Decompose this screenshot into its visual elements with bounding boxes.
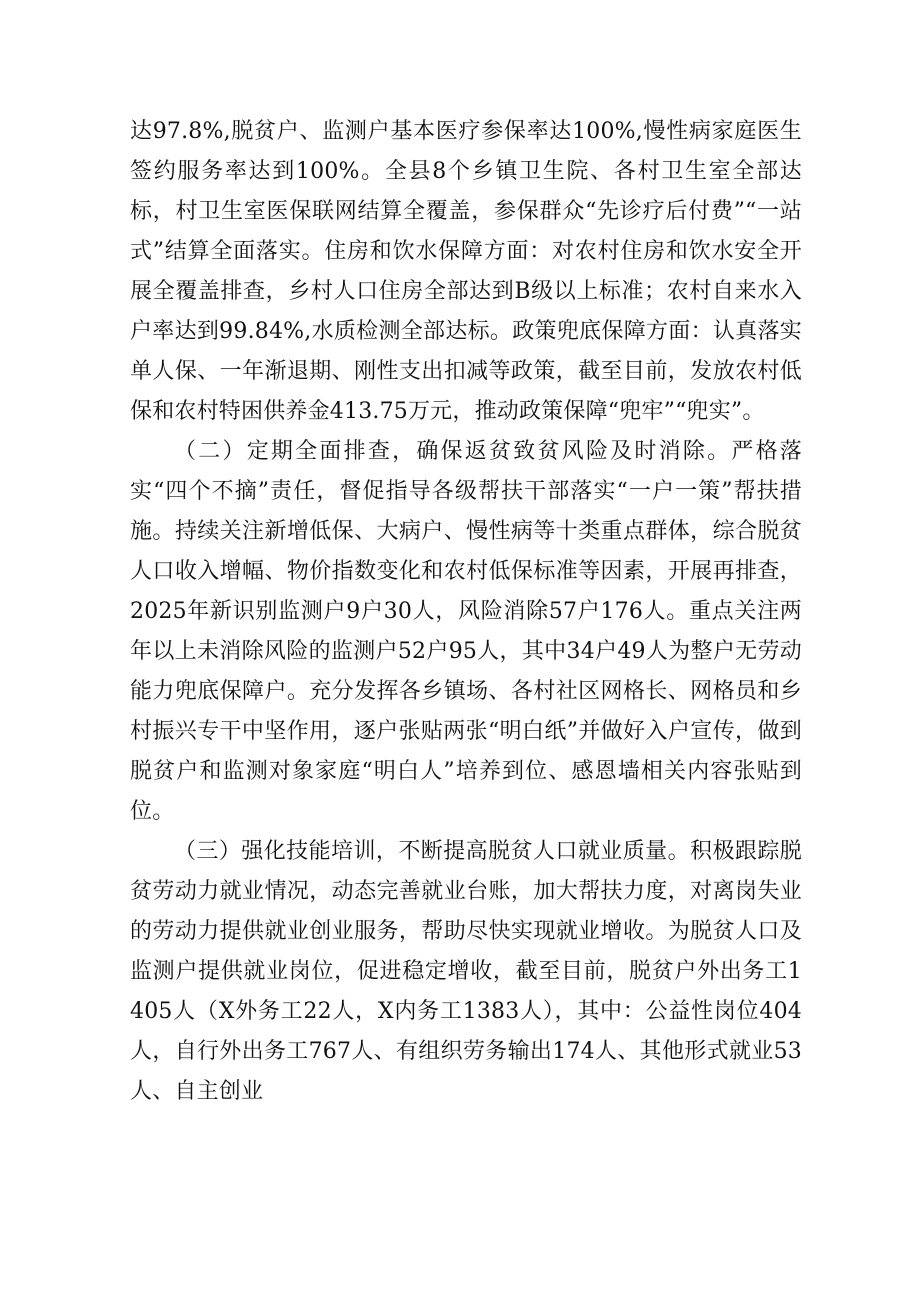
paragraph-health-housing-security: 达97.8%,脱贫户、监测户基本医疗参保率达100%,慢性病家庭医生签约服务率达到100%。全县8个乡镇卫生院、各村卫生室全部达标，村卫生室医保联网结算全覆盖，参保群众“先诊疗后付费”“一站式”结算全面落实。住房和饮水保障方面：对农村住房和饮水安全开展全覆盖排查，乡村人口住房全部达到B级以上标准；农村自来水入户率达到99.84%,水质检测全部达标。政策兜底保障方面：认真落实单人保、一年渐退期、刚性支出扣减等政策，截至目前，发放农村低保和农村特困供养金413.75万元，推动政策保障“兜牢”“兜实”。	[130, 119, 802, 424]
paragraph-risk-screening: （二）定期全面排查，确保返贫致贫风险及时消除。严格落实“四个不摘”责任，督促指导各级帮扶干部落实“一户一策”帮扶措施。持续关注新增低保、大病户、慢性病等十类重点群体，综合脱贫人口收入增幅、物价指数变化和农村低保标准等因素，开展再排查，2025年新识别监测户9户30人，风险消除57户176人。重点关注两年以上未消除风险的监测户52户95人，其中34户49人为整户无劳动能力兜底保障户。充分发挥各乡镇场、各村社区网格长、网格员和乡村振兴专干中坚作用，逐户张贴两张“明白纸”并做好入户宣传，做到脱贫户和监测对象家庭“明白人”培养到位、感恩墙相关内容张贴到位。	[130, 439, 802, 824]
paragraph-skills-employment: （三）强化技能培训，不断提高脱贫人口就业质量。积极跟踪脱贫劳动力就业情况，动态完善就业台账，加大帮扶力度，对离岗失业的劳动力提供就业创业服务，帮助尽快实现就业增收。为脱贫人口及监测户提供就业岗位，促进稳定增收，截至目前，脱贫户外出务工1405人（X外务工22人，X内务工1383人），其中：公益性岗位404人，自行外出务工767人、有组织劳务输出174人、其他形式就业53人、自主创业	[130, 839, 802, 1104]
document-page	[130, 112, 802, 1112]
